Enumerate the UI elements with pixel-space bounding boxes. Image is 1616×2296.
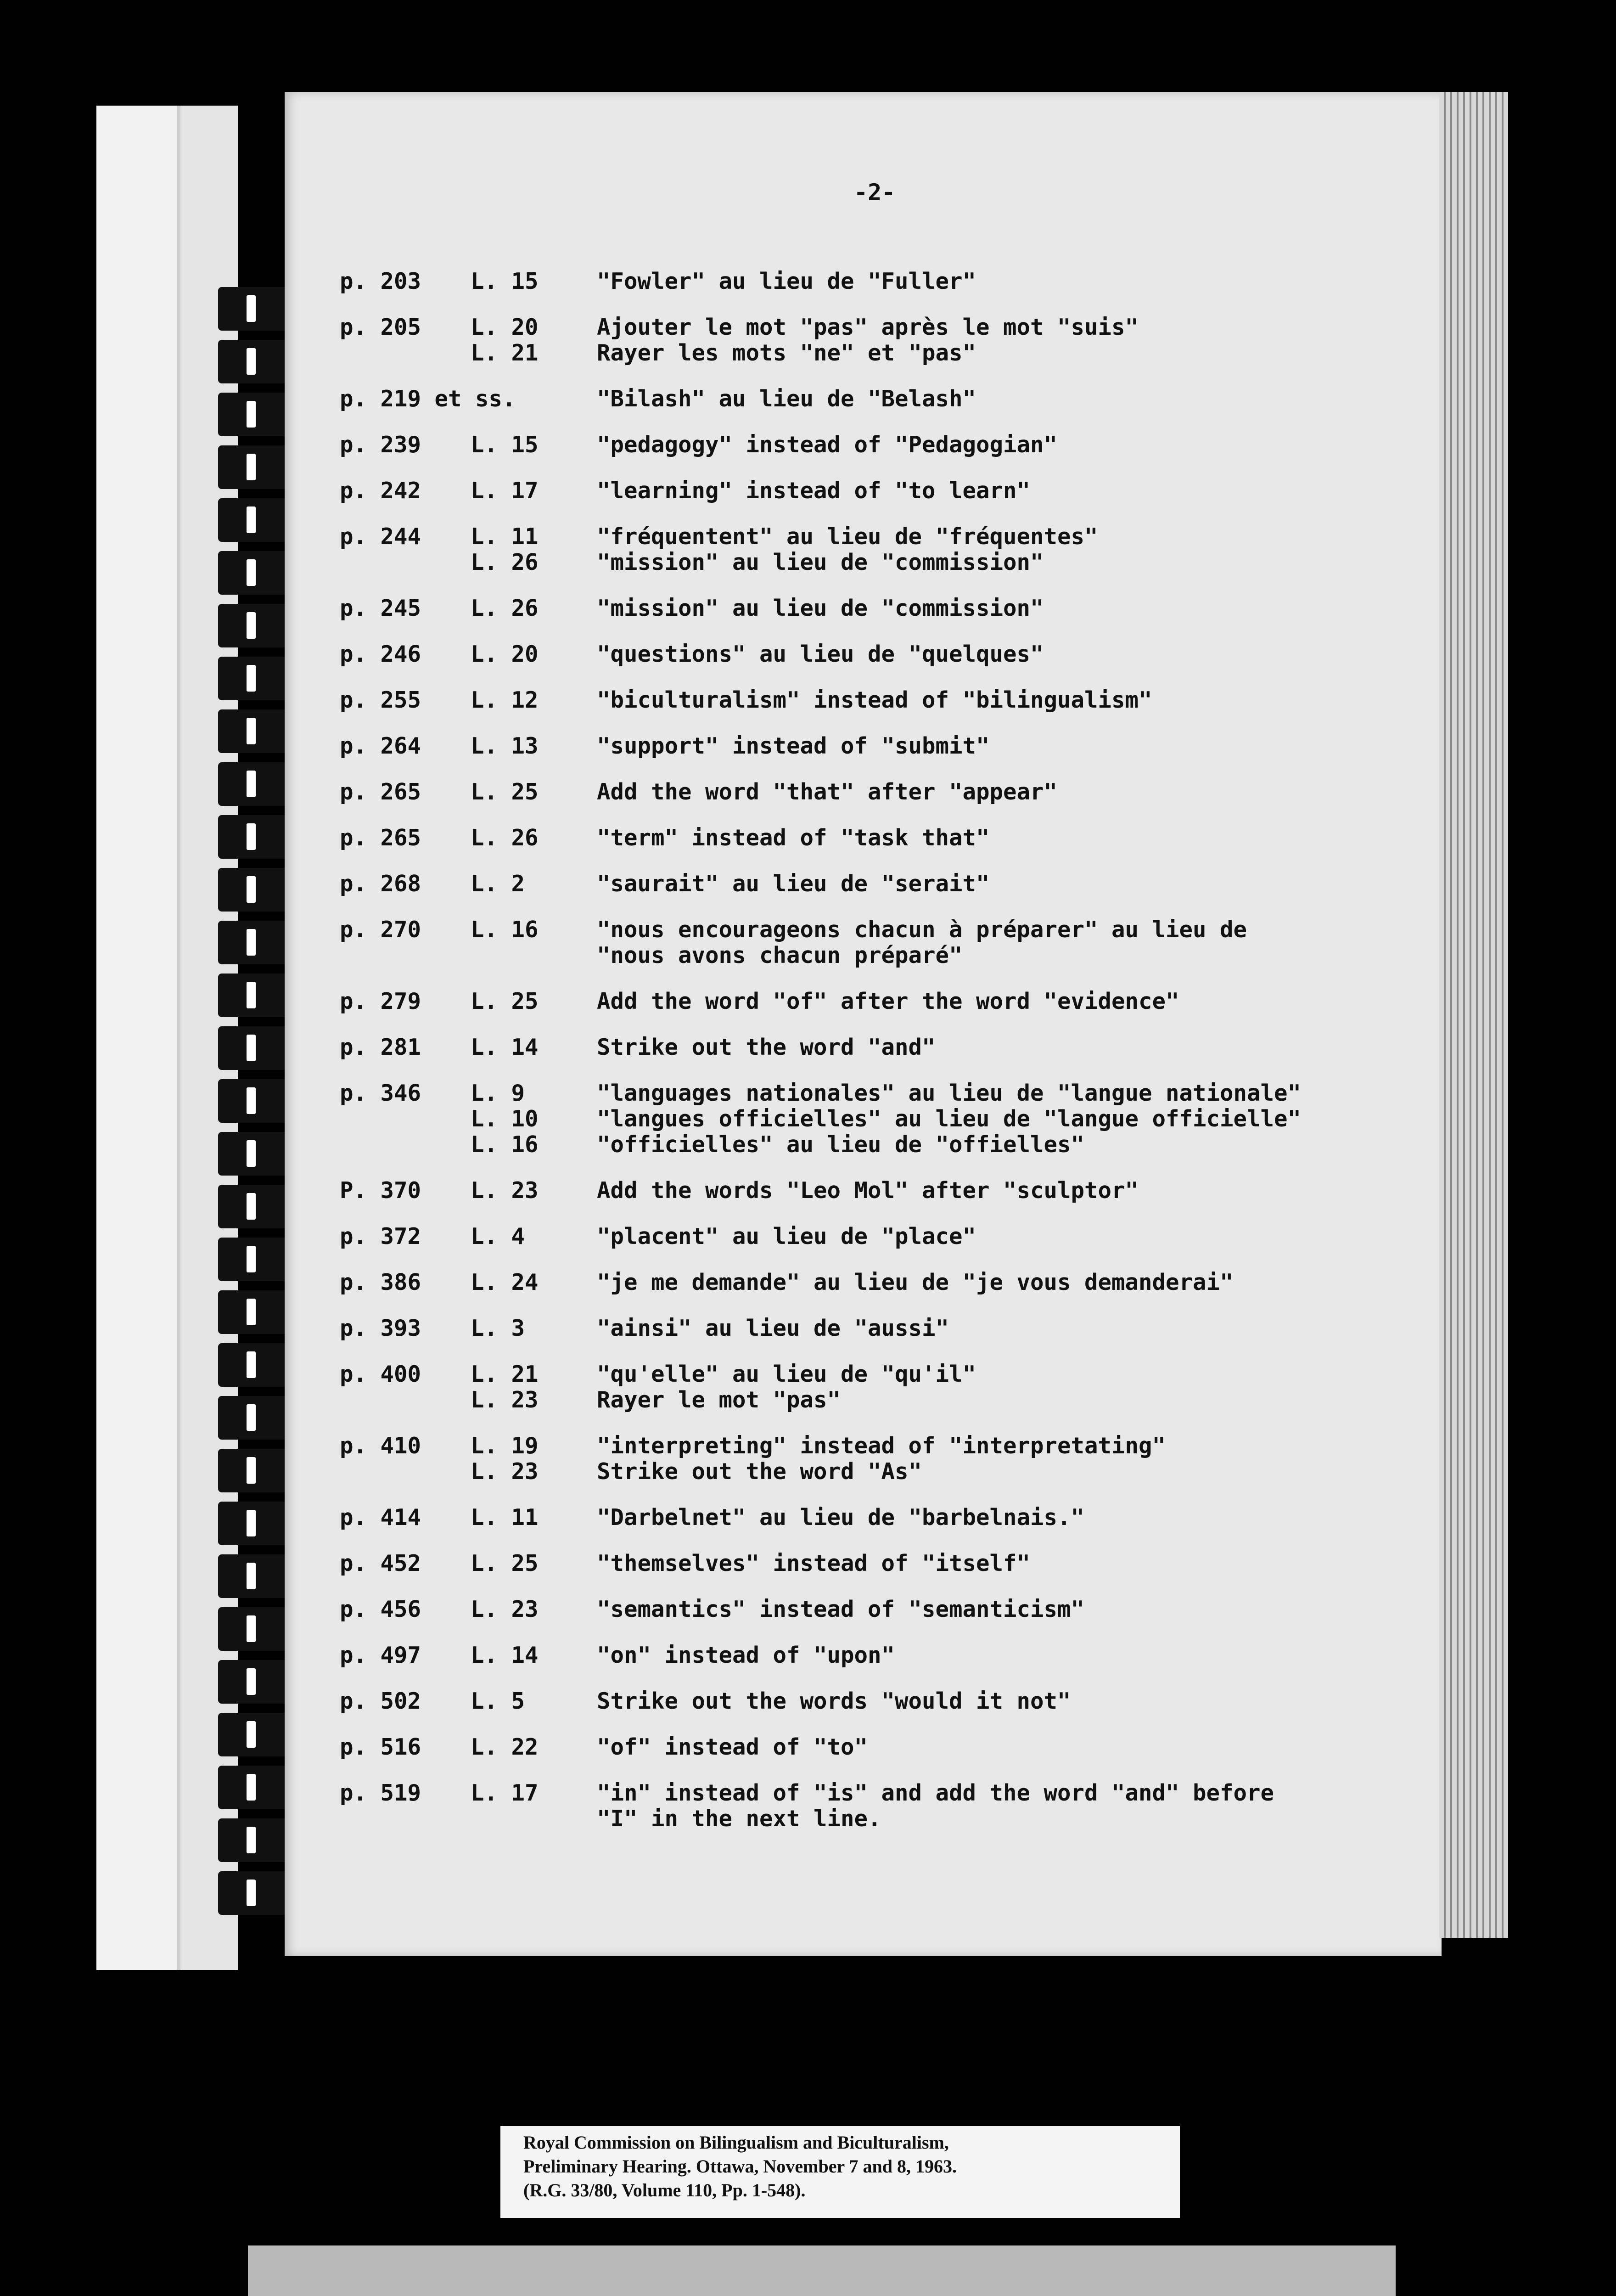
- binding-hole: [247, 982, 256, 1008]
- binding-coil: [218, 1290, 292, 1334]
- entry-corrections: [597, 1597, 1084, 1622]
- entry-line-refs: [471, 524, 597, 575]
- binding-coil: [218, 1026, 292, 1070]
- entry-line-refs: [471, 1734, 597, 1760]
- entry-corrections: [597, 1178, 1139, 1204]
- binding-hole: [247, 1457, 256, 1484]
- entry-correction-text: Add the word "that" after "appear": [597, 779, 1058, 805]
- entry-line-ref: L. 12: [471, 687, 539, 713]
- entry-correction-text: Rayer le mot "pas": [597, 1387, 841, 1413]
- entry-corrections: [597, 825, 990, 851]
- entry-correction-text: "on" instead of "upon": [597, 1642, 895, 1668]
- entry-corrections: [597, 524, 1098, 575]
- entry-line-refs: [471, 1780, 597, 1806]
- entry-correction-text: "Fowler" au lieu de "Fuller": [597, 268, 976, 294]
- correction-entry: [340, 1035, 1432, 1060]
- entry-line-ref: L. 22: [471, 1734, 539, 1760]
- entry-page-ref: p. 502: [340, 1688, 421, 1714]
- entry-line-ref: L. 26: [471, 595, 539, 621]
- entry-page-ref: p. 205: [340, 314, 421, 340]
- binding-coil: [218, 762, 292, 806]
- binding-hole: [247, 1563, 256, 1589]
- correction-entry: [340, 1316, 1432, 1341]
- binding-hole: [247, 401, 256, 428]
- entry-line-refs: [471, 1178, 597, 1204]
- entry-line-refs: [471, 1224, 597, 1249]
- entry-line-refs: [471, 871, 597, 897]
- entry-line-ref: L. 23: [471, 1458, 539, 1485]
- correction-entry: [340, 1362, 1432, 1413]
- correction-entry: [340, 1780, 1432, 1832]
- correction-entry: [340, 478, 1432, 504]
- correction-entry: [340, 524, 1432, 575]
- binding-coil: [218, 393, 292, 436]
- binding-coil: [218, 1871, 292, 1915]
- entry-corrections: [597, 1505, 1084, 1531]
- entry-line-ref: L. 19: [471, 1433, 539, 1459]
- entry-line-ref: L. 20: [471, 314, 539, 340]
- binding-coil: [218, 1343, 292, 1387]
- correction-entry: [340, 1080, 1432, 1158]
- entry-line-refs: [471, 1688, 597, 1714]
- binding-hole: [247, 1510, 256, 1536]
- entry-page-ref: p. 410: [340, 1433, 421, 1459]
- entry-line-refs: [471, 1316, 597, 1341]
- entry-correction-text: Ajouter le mot "pas" après le mot "suis": [597, 314, 1139, 340]
- entry-correction-text: "nous avons chacun préparé": [597, 942, 963, 968]
- archive-label-line: (R.G. 33/80, Volume 110, Pp. 1-548).: [523, 2180, 806, 2200]
- entry-correction-text: "langues officielles" au lieu de "langue officielle": [597, 1106, 1302, 1132]
- entry-line-ref: L. 21: [471, 340, 539, 366]
- entry-corrections: [597, 269, 976, 294]
- binding-coil: [218, 1185, 292, 1228]
- entry-correction-text: "interpreting" instead of "interpretating": [597, 1433, 1166, 1459]
- correction-entry: [340, 1270, 1432, 1295]
- binding-coil: [218, 709, 292, 753]
- correction-entry: [340, 871, 1432, 897]
- entry-correction-text: Rayer les mots "ne" et "pas": [597, 340, 976, 366]
- entry-line-ref: L. 16: [471, 1131, 539, 1158]
- entry-corrections: [597, 432, 1057, 458]
- entry-correction-text: "of" instead of "to": [597, 1734, 868, 1760]
- entry-line-ref: L. 23: [471, 1177, 539, 1204]
- binding-hole: [247, 665, 256, 692]
- binding-hole: [247, 1615, 256, 1642]
- entry-correction-text: "Darbelnet" au lieu de "barbelnais.": [597, 1504, 1085, 1531]
- entry-line-ref: L. 23: [471, 1387, 539, 1413]
- entry-page-ref: p. 255: [340, 687, 421, 713]
- binding-hole: [247, 1246, 256, 1272]
- correction-entry: [340, 1688, 1432, 1714]
- entry-page-ref: p. 281: [340, 1034, 421, 1060]
- entry-correction-text: "languages nationales" au lieu de "langue nationale": [597, 1080, 1302, 1106]
- binding-coil: [218, 445, 292, 489]
- binding-coil: [218, 1818, 292, 1862]
- entry-page-ref: p. 400: [340, 1361, 421, 1387]
- entry-line-ref: L. 26: [471, 825, 539, 851]
- entry-line-ref: L. 25: [471, 1550, 539, 1576]
- entry-line-refs: [471, 825, 597, 851]
- binding-hole: [247, 1774, 256, 1801]
- correction-entry: [340, 1178, 1432, 1204]
- binding-coil: [218, 1132, 292, 1176]
- entry-line-refs: [471, 1080, 597, 1158]
- page-stack-edges: [1439, 92, 1508, 1938]
- entry-corrections: [597, 596, 1044, 621]
- entry-line-ref: L. 9: [471, 1080, 525, 1106]
- binding-coil: [218, 921, 292, 964]
- entry-correction-text: "themselves" instead of "itself": [597, 1550, 1031, 1576]
- entry-line-refs: [471, 1597, 597, 1622]
- correction-entry: [340, 269, 1432, 294]
- archive-label: [500, 2126, 1180, 2218]
- entry-page-ref: p. 456: [340, 1596, 421, 1622]
- binding-coil: [218, 1660, 292, 1704]
- entry-correction-text: "in" instead of "is" and add the word "and" before: [597, 1780, 1274, 1806]
- entry-corrections: [597, 1734, 868, 1760]
- entry-line-ref: L. 15: [471, 432, 539, 458]
- entry-correction-text: "I" in the next line.: [597, 1806, 881, 1832]
- entry-line-ref: L. 14: [471, 1642, 539, 1668]
- entry-page-ref: p. 219 et ss.: [340, 386, 516, 412]
- entry-correction-text: "mission" au lieu de "commission": [597, 549, 1044, 575]
- correction-entry: [340, 917, 1432, 968]
- entry-corrections: [597, 478, 1030, 504]
- correction-entry: [340, 825, 1432, 851]
- entry-line-ref: L. 26: [471, 549, 539, 575]
- binding-coil: [218, 340, 292, 383]
- entry-correction-text: Add the word "of" after the word "evidence": [597, 988, 1179, 1014]
- correction-entry: [340, 1224, 1432, 1249]
- binding-hole: [247, 1087, 256, 1114]
- binding-hole: [247, 1035, 256, 1061]
- entry-line-refs: [471, 733, 597, 759]
- entry-correction-text: Add the words "Leo Mol" after "sculptor": [597, 1177, 1139, 1204]
- entry-correction-text: "je me demande" au lieu de "je vous demanderai": [597, 1269, 1234, 1295]
- entry-corrections: [597, 1643, 895, 1668]
- entry-line-refs: [471, 1643, 597, 1668]
- entry-line-ref: L. 11: [471, 523, 539, 550]
- entry-page-ref: p. 245: [340, 595, 421, 621]
- entry-line-ref: L. 23: [471, 1596, 539, 1622]
- binding-hole: [247, 1193, 256, 1220]
- correction-entry: [340, 642, 1432, 667]
- entry-line-ref: L. 3: [471, 1315, 525, 1341]
- stamp-bar: [248, 2245, 1396, 2296]
- entry-line-refs: [471, 1551, 597, 1576]
- binding-coil: [218, 1554, 292, 1598]
- entry-page-ref: p. 265: [340, 825, 421, 851]
- binding-coil: [218, 974, 292, 1017]
- entry-correction-text: "term" instead of "task that": [597, 825, 990, 851]
- binding-coil: [218, 604, 292, 647]
- binding-coil: [218, 657, 292, 700]
- entry-correction-text: "support" instead of "submit": [597, 733, 990, 759]
- entry-line-refs: [471, 1035, 597, 1060]
- correction-entry: [340, 1734, 1432, 1760]
- binding-coil: [218, 1238, 292, 1281]
- entry-line-ref: L. 17: [471, 478, 539, 504]
- correction-entry: [340, 1505, 1432, 1531]
- entry-page-ref: p. 246: [340, 641, 421, 667]
- entry-line-ref: L. 2: [471, 871, 525, 897]
- entry-correction-text: "semantics" instead of "semanticism": [597, 1596, 1085, 1622]
- entry-page-ref: p. 393: [340, 1315, 421, 1341]
- binding-hole: [247, 559, 256, 586]
- binding-hole: [247, 1668, 256, 1695]
- entry-page-ref: p. 264: [340, 733, 421, 759]
- entry-line-refs: [471, 687, 597, 713]
- entry-page-ref: p. 519: [340, 1780, 421, 1806]
- entry-corrections: [597, 1551, 1030, 1576]
- entry-line-ref: L. 10: [471, 1106, 539, 1132]
- entry-correction-text: "placent" au lieu de "place": [597, 1223, 976, 1249]
- entry-corrections: [597, 1780, 1274, 1832]
- entry-page-ref: p. 497: [340, 1642, 421, 1668]
- entry-page-ref: p. 270: [340, 917, 421, 943]
- entry-corrections: [597, 687, 1152, 713]
- entry-line-ref: L. 16: [471, 917, 539, 943]
- correction-entry: [340, 989, 1432, 1014]
- entry-corrections: [597, 386, 976, 412]
- entry-corrections: [597, 315, 1139, 366]
- entry-page-ref: p. 244: [340, 523, 421, 550]
- entry-page-ref: p. 346: [340, 1080, 421, 1106]
- archive-label-line: Royal Commission on Bilingualism and Biculturalism,: [523, 2132, 949, 2153]
- entry-correction-text: "officielles" au lieu de "offielles": [597, 1131, 1085, 1158]
- binding-hole: [247, 1721, 256, 1748]
- binding-hole: [247, 771, 256, 797]
- binding-coil: [218, 815, 292, 859]
- entry-correction-text: "saurait" au lieu de "serait": [597, 871, 990, 897]
- entry-line-refs: [471, 315, 597, 366]
- binding-hole: [247, 295, 256, 322]
- entry-line-refs: [471, 917, 597, 943]
- binding-coil: [218, 1607, 292, 1651]
- entry-line-refs: [471, 1505, 597, 1531]
- entry-line-refs: [471, 989, 597, 1014]
- page-number: -2-: [854, 179, 896, 206]
- entry-page-ref: p. 203: [340, 268, 421, 294]
- entry-correction-text: Strike out the words "would it not": [597, 1688, 1071, 1714]
- entry-corrections: [597, 1433, 1166, 1485]
- entry-corrections: [597, 1224, 976, 1249]
- binding-hole: [247, 506, 256, 533]
- entry-line-ref: L. 13: [471, 733, 539, 759]
- correction-entry: [340, 1433, 1432, 1485]
- entry-corrections: [597, 1035, 936, 1060]
- binding-hole: [247, 1827, 256, 1853]
- binding-coil: [218, 1079, 292, 1123]
- binding-hole: [247, 1404, 256, 1431]
- entry-line-ref: L. 11: [471, 1504, 539, 1531]
- binding-coil: [218, 1713, 292, 1756]
- correction-entry: [340, 432, 1432, 458]
- entry-correction-text: "fréquentent" au lieu de "fréquentes": [597, 523, 1098, 550]
- entry-correction-text: "nous encourageons chacun à préparer" au lieu de: [597, 917, 1247, 943]
- binding-hole: [247, 823, 256, 850]
- entry-line-refs: [471, 1362, 597, 1413]
- entry-correction-text: "pedagogy" instead of "Pedagogian": [597, 432, 1058, 458]
- binding-coil: [218, 1396, 292, 1440]
- entry-page-ref: p. 386: [340, 1269, 421, 1295]
- entry-corrections: [597, 871, 990, 897]
- entry-correction-text: Strike out the word "and": [597, 1034, 936, 1060]
- entry-line-refs: [471, 779, 597, 805]
- entry-page-ref: p. 372: [340, 1223, 421, 1249]
- correction-entry: [340, 687, 1432, 713]
- binding-hole: [247, 1351, 256, 1378]
- entry-page-ref: p. 452: [340, 1550, 421, 1576]
- entry-corrections: [597, 1316, 949, 1341]
- corrections-list: [340, 269, 1432, 1852]
- entry-page-ref: p. 414: [340, 1504, 421, 1531]
- binding-coil: [218, 1502, 292, 1545]
- entry-line-ref: L. 14: [471, 1034, 539, 1060]
- entry-corrections: [597, 1270, 1234, 1295]
- entry-correction-text: "Bilash" au lieu de "Belash": [597, 386, 976, 412]
- entry-corrections: [597, 779, 1057, 805]
- correction-entry: [340, 1551, 1432, 1576]
- entry-corrections: [597, 1362, 976, 1413]
- entry-correction-text: "questions" au lieu de "quelques": [597, 641, 1044, 667]
- binding-hole: [247, 1140, 256, 1167]
- correction-entry: [340, 1597, 1432, 1622]
- entry-line-refs: [471, 642, 597, 667]
- archive-label-line: Preliminary Hearing. Ottawa, November 7 and 8, 1963.: [523, 2156, 957, 2177]
- entry-corrections: [597, 989, 1179, 1014]
- entry-line-ref: L. 4: [471, 1223, 525, 1249]
- binding-coil: [218, 868, 292, 912]
- entry-corrections: [597, 917, 1247, 968]
- entry-line-ref: L. 5: [471, 1688, 525, 1714]
- binding-hole: [247, 876, 256, 903]
- binding-coil: [218, 551, 292, 595]
- entry-line-ref: L. 25: [471, 988, 539, 1014]
- entry-correction-text: "mission" au lieu de "commission": [597, 595, 1044, 621]
- entry-page-ref: p. 268: [340, 871, 421, 897]
- entry-correction-text: "learning" instead of "to learn": [597, 478, 1031, 504]
- entry-corrections: [597, 1688, 1071, 1714]
- entry-page-ref: p. 265: [340, 779, 421, 805]
- entry-line-ref: L. 21: [471, 1361, 539, 1387]
- binding-hole: [247, 348, 256, 375]
- entry-line-refs: [471, 478, 597, 504]
- entry-corrections: [597, 1080, 1301, 1158]
- entry-page-ref: P. 370: [340, 1177, 421, 1204]
- correction-entry: [340, 1643, 1432, 1668]
- correction-entry: [340, 315, 1432, 366]
- binding-coil: [218, 287, 292, 331]
- entry-line-refs: [471, 596, 597, 621]
- binding-coil: [218, 1449, 292, 1492]
- correction-entry: [340, 779, 1432, 805]
- binding-hole: [247, 1880, 256, 1906]
- entry-line-refs: [471, 269, 597, 294]
- correction-entry: [340, 733, 1432, 759]
- entry-page-ref: p. 242: [340, 478, 421, 504]
- binding-hole: [247, 718, 256, 744]
- entry-correction-text: "qu'elle" au lieu de "qu'il": [597, 1361, 976, 1387]
- correction-entry: [340, 386, 1432, 412]
- entry-line-ref: L. 15: [471, 268, 539, 294]
- binding-hole: [247, 929, 256, 956]
- entry-line-ref: L. 17: [471, 1780, 539, 1806]
- binding-coil: [218, 1766, 292, 1809]
- entry-line-refs: [471, 1433, 597, 1485]
- entry-page-ref: p. 239: [340, 432, 421, 458]
- entry-page-ref: p. 279: [340, 988, 421, 1014]
- entry-line-refs: [471, 1270, 597, 1295]
- binding-hole: [247, 454, 256, 480]
- entry-correction-text: "biculturalism" instead of "bilingualism": [597, 687, 1152, 713]
- entry-corrections: [597, 733, 990, 759]
- entry-line-ref: L. 20: [471, 641, 539, 667]
- binding-hole: [247, 612, 256, 639]
- archives-stamp: [248, 2245, 1396, 2296]
- entry-line-refs: [471, 432, 597, 458]
- entry-corrections: [597, 642, 1044, 667]
- entry-page-ref: p. 516: [340, 1734, 421, 1760]
- entry-line-ref: L. 24: [471, 1269, 539, 1295]
- entry-line-ref: L. 25: [471, 779, 539, 805]
- binding-coil: [218, 498, 292, 542]
- binding-hole: [247, 1299, 256, 1325]
- correction-entry: [340, 596, 1432, 621]
- entry-correction-text: Strike out the word "As": [597, 1458, 922, 1485]
- entry-correction-text: "ainsi" au lieu de "aussi": [597, 1315, 949, 1341]
